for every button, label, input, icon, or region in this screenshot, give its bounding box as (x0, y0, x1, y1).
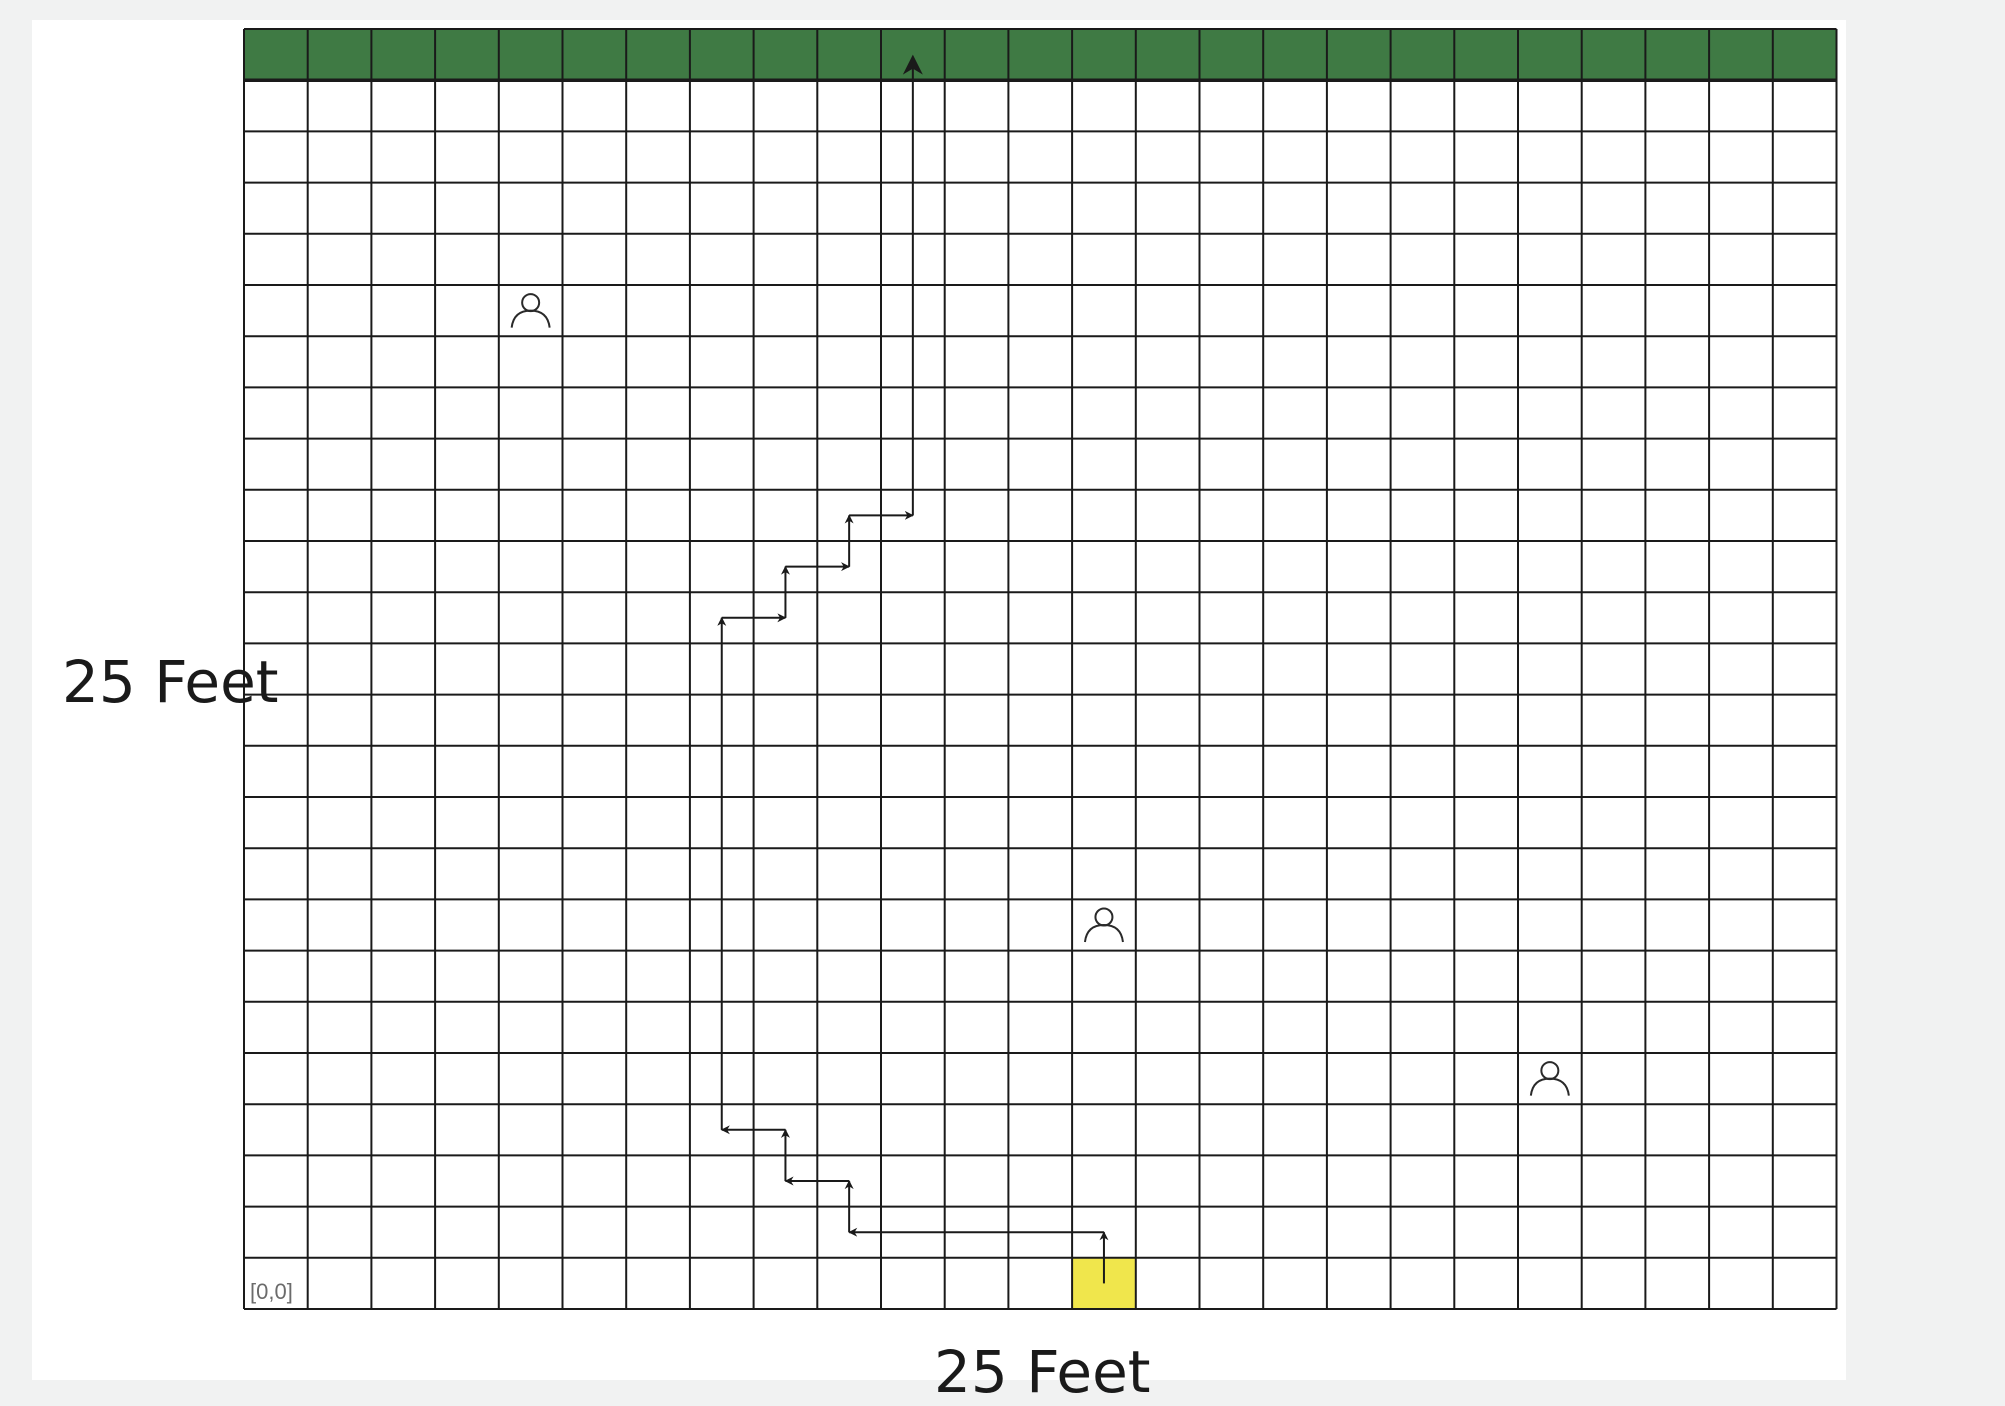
grid-lines (244, 29, 1837, 1309)
cell-fills (244, 29, 1837, 1309)
person-icon-head (1541, 1062, 1558, 1079)
person-icon-body (1085, 925, 1123, 942)
escape-path (722, 57, 1104, 1284)
person-icon-head (522, 294, 539, 311)
person-icon (512, 294, 550, 328)
person-icon-body (512, 311, 550, 328)
x-axis-label: 25 Feet (934, 1338, 1151, 1406)
origin-label: [0,0] (250, 1279, 293, 1304)
exit-row (244, 29, 1837, 80)
person-icon (1085, 909, 1123, 943)
person-icon-head (1095, 909, 1112, 926)
y-axis-label: 25 Feet (62, 648, 279, 716)
diagram-panel (32, 20, 1846, 1406)
person-icon (1531, 1062, 1569, 1096)
grid-diagram (32, 20, 1846, 1380)
person-icon-body (1531, 1079, 1569, 1096)
